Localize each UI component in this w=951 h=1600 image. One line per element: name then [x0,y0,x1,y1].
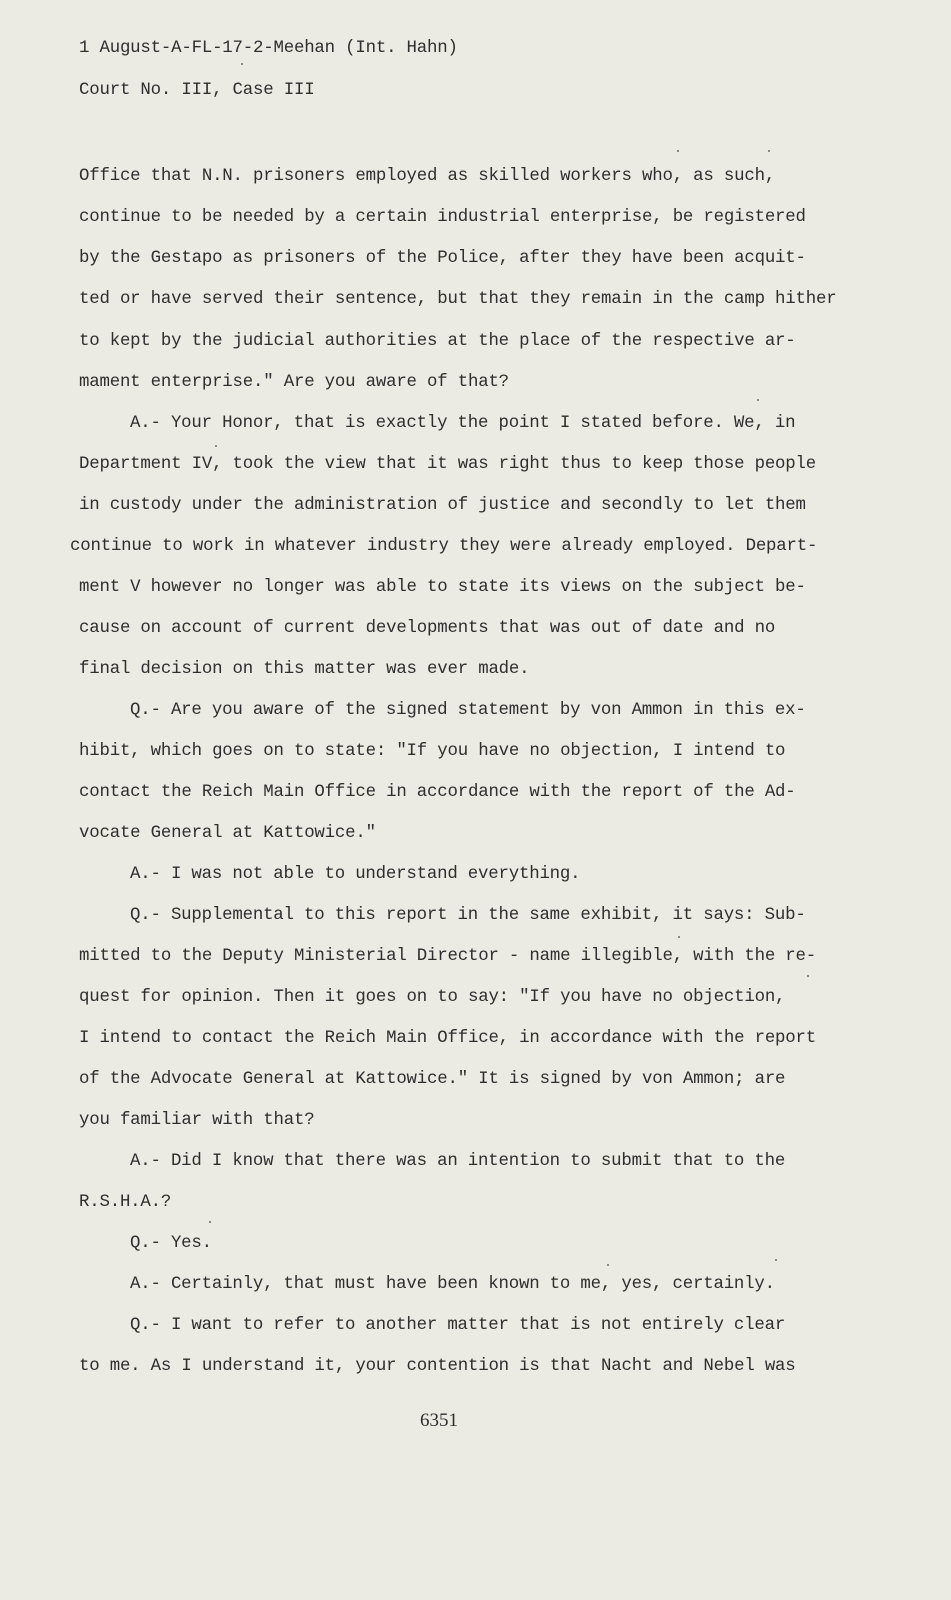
text-line: hibit, which goes on to state: "If you have no objection, I intend to [79,742,786,761]
text-line: R.S.H.A.? [79,1193,172,1212]
paper-speck [768,150,770,152]
text-line: A.- Certainly, that must have been known to me, yes, certainly. [130,1275,775,1294]
page-number: 6351 [420,1410,458,1431]
text-line: I intend to contact the Reich Main Office, in accordance with the report [79,1029,816,1048]
text-line: ted or have served their sentence, but that they remain in the camp hither [79,290,837,309]
text-line: in custody under the administration of justice and secondly to let them [79,496,806,515]
text-line: Office that N.N. prisoners employed as skilled workers who, as such, [79,167,776,186]
text-line: Q.- Supplemental to this report in the same exhibit, it says: Sub- [130,906,806,925]
paper-speck [215,445,217,447]
text-line: Q.- Yes. [130,1234,212,1253]
paper-speck [607,1264,609,1266]
text-line: A.- I was not able to understand everything. [130,865,581,884]
text-line: Department IV, took the view that it was right thus to keep those people [79,455,816,474]
text-line: ment V however no longer was able to state its views on the subject be- [79,578,806,597]
text-line: cause on account of current developments that was out of date and no [79,619,776,638]
text-line: to kept by the judicial authorities at the place of the respective ar- [79,332,796,351]
text-line: Q.- Are you aware of the signed statement by von Ammon in this ex- [130,701,806,720]
text-line: by the Gestapo as prisoners of the Police, after they have been acquit- [79,249,806,268]
text-line: continue to be needed by a certain industrial enterprise, be registered [79,208,806,227]
text-line: mament enterprise." Are you aware of that? [79,373,509,392]
header-court: Court No. III, Case III [79,81,315,100]
text-line: A.- Did I know that there was an intention to submit that to the [130,1152,786,1171]
text-line: of the Advocate General at Kattowice." It is signed by von Ammon; are [79,1070,786,1089]
paper-speck [775,1259,777,1261]
text-line: mitted to the Deputy Ministerial Director - name illegible, with the re- [79,947,816,966]
paper-speck [241,63,243,65]
text-line: quest for opinion. Then it goes on to say: "If you have no objection, [79,988,786,1007]
text-line: final decision on this matter was ever made. [79,660,530,679]
text-line: to me. As I understand it, your contention is that Nacht and Nebel was [79,1357,796,1376]
text-line: vocate General at Kattowice." [79,824,376,843]
header-case-reference: 1 August-A-FL-17-2-Meehan (Int. Hahn) [79,39,458,58]
text-line: Q.- I want to refer to another matter that is not entirely clear [130,1316,786,1335]
paper-speck [757,399,759,401]
text-line: A.- Your Honor, that is exactly the point I stated before. We, in [130,414,796,433]
text-line: continue to work in whatever industry they were already employed. Depart- [70,537,818,556]
paper-speck [209,1221,211,1223]
paper-speck [678,936,680,938]
paper-speck [677,150,679,152]
text-line: you familiar with that? [79,1111,315,1130]
paper-speck [807,975,809,977]
text-line: contact the Reich Main Office in accordance with the report of the Ad- [79,783,796,802]
